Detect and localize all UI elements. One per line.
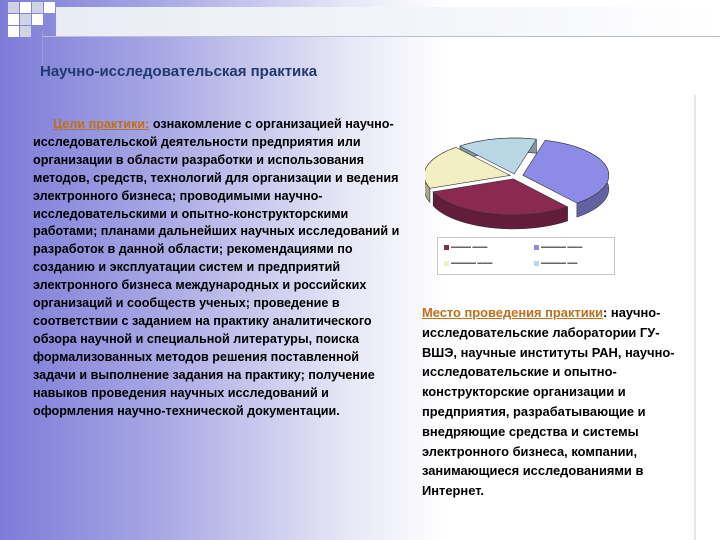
legend-item: ▬▬▬▬▬ ▬▬▬ [534, 244, 582, 250]
legend-swatch [534, 245, 539, 250]
header-bar [56, 7, 720, 37]
goals-paragraph [33, 116, 403, 420]
legend-swatch [444, 245, 449, 250]
deco-square [8, 2, 19, 13]
deco-square [8, 26, 19, 37]
header-decoration [0, 0, 720, 60]
page-title: Научно-исследовательская практика [40, 63, 318, 80]
goals-text: ознакомление с организацией научно-исследовательской деятельности предприятия или организации в области разработки и использования методов, средств, технологий для организации и ведения электронного бизнеса; проводимыми научно-исследовательскими и опытно-конструкторскими работами; планами дальнейших научных исследований и разработок в данной области; рекомендациями по созданию и эксплуатации систем и предприятий электронного бизнеса международных и российских организаций и сообществ ученых; проведение в соответствии с заданием на практику аналитического обзора научной и специальной литературы, поиска формализованных методов решения поставленной задачи и выполнение задания на практику; получение навыков проведения научных исследований и оформления научно-технической документации. [33, 117, 400, 418]
place-paragraph [422, 303, 690, 501]
deco-square [20, 26, 31, 37]
pie-chart-svg [425, 130, 625, 240]
legend-item: ▬▬▬▬▬ ▬▬▬ [444, 260, 492, 266]
place-colon: : [603, 305, 608, 320]
divider [42, 36, 720, 37]
legend-swatch [534, 261, 539, 266]
chart-legend [437, 237, 615, 275]
deco-square [8, 14, 19, 25]
deco-square [44, 2, 55, 13]
divider [694, 95, 696, 540]
legend-item: ▬▬▬▬ ▬▬▬ [444, 244, 487, 250]
deco-square [20, 2, 31, 13]
place-label: Место проведения практики [422, 305, 604, 320]
legend-item: ▬▬▬▬▬ ▬▬ [534, 260, 577, 266]
deco-square [20, 14, 31, 25]
place-text: научно-исследовательские лаборатории ГУ-ВШЭ, научные институты РАН, научно-исследовательские и опытно-конструкторские организации и предприятия, разрабатывающие и внедряющие средства и системы электронного бизнеса, компании, занимающиеся исследованиями в Интернет. [422, 305, 675, 499]
legend-swatch [444, 261, 449, 266]
deco-square [32, 2, 43, 13]
goals-label: Цели практики: [53, 117, 150, 131]
deco-square [32, 14, 43, 25]
